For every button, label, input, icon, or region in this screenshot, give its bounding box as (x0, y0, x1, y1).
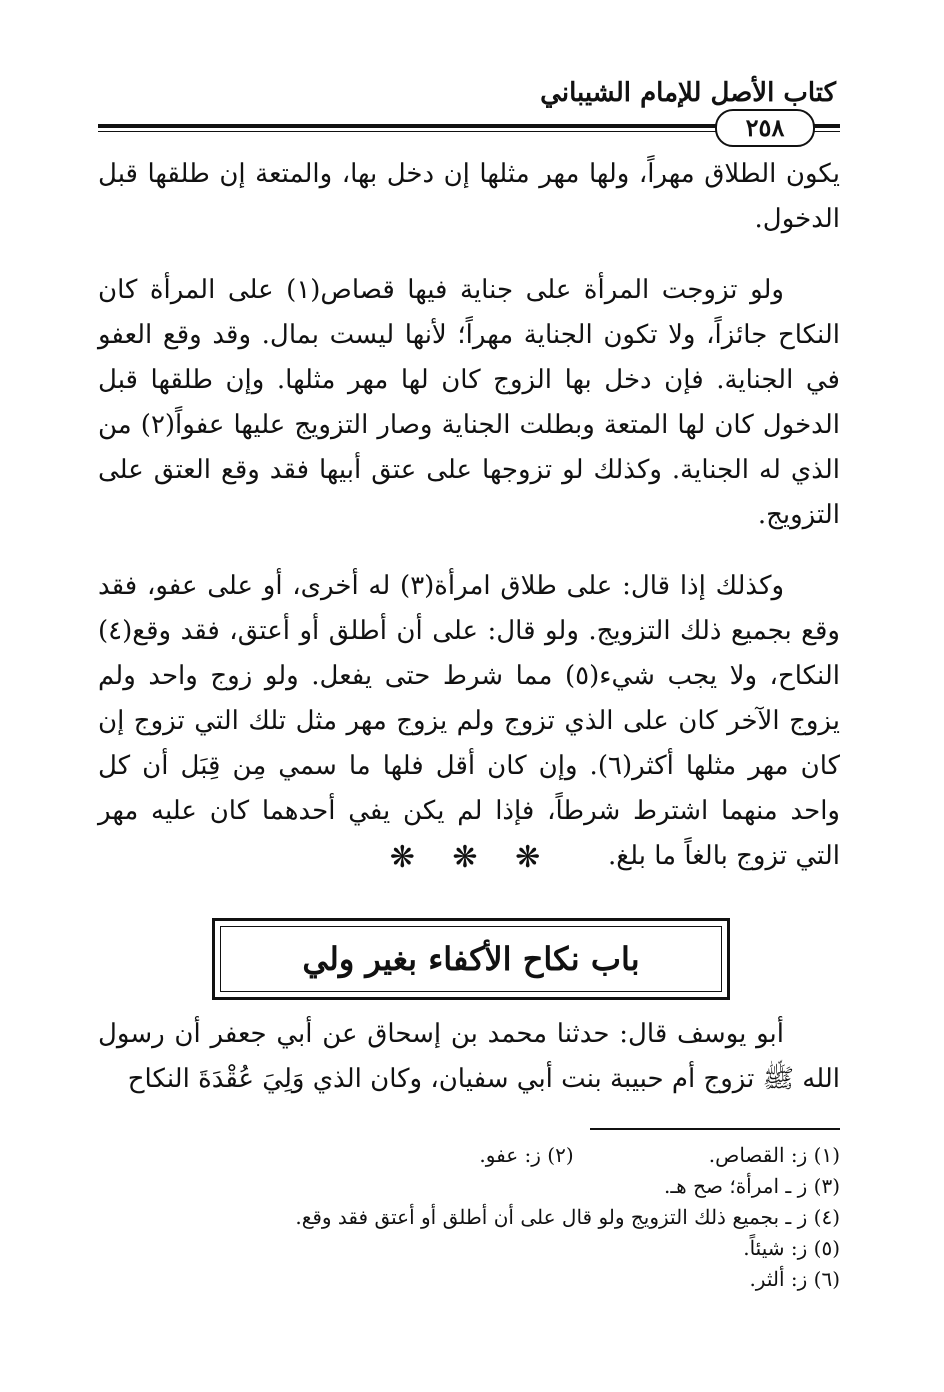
chapter-title: باب نكاح الأكفاء بغير ولي (302, 940, 640, 978)
paragraph-1: يكون الطلاق مهراً، ولها مهر مثلها إن دخل بها، والمتعة إن طلقها قبل الدخول. (98, 159, 840, 234)
footnote-4: (٤) ز ـ بجميع ذلك التزويج ولو قال على أن أطلق أو أعتق فقد وقع. (295, 1205, 840, 1229)
paragraph-2: ولو تزوجت المرأة على جناية فيها قصاص(١) على المرأة كان النكاح جائزاً، ولا تكون الجناية مهراً؛ لأنها ليست بمال. وقد وقع العفو في الجناية. فإن دخل بها الزوج كان لها مهر مثلها. وإن طلقها قبل الدخول كان لها المتعة وبطلت الجناية وصار التزويج عليها عفواً(٢) من الذي له الجناية. وكذلك لو تزوجها على عتق أبيها فقد وقع العتق على التزويج. (98, 275, 840, 530)
section-separator: ❋ ❋ ❋ (389, 840, 555, 875)
running-title: كتاب الأصل للإمام الشيباني (540, 78, 836, 108)
body-text (98, 152, 840, 905)
footnotes (240, 1140, 840, 1295)
footnote-1: (١) ز: القصاص. (708, 1143, 840, 1167)
footnote-5: (٥) ز: شيئاً. (743, 1236, 840, 1260)
footnote-rule (590, 1128, 840, 1130)
footnote-6: (٦) ز: ألثر. (749, 1267, 840, 1291)
chapter-heading-box (212, 918, 730, 1000)
chapter-paragraph-1: أبو يوسف قال: حدثنا محمد بن إسحاق عن أبي جعفر أن رسول الله ﷺ تزوج أم حبيبة بنت أبي سفيان، وكان الذي وَلِيَ عُقْدَةَ النكاح (98, 1019, 840, 1094)
chapter-body (98, 1012, 840, 1102)
footnote-row (240, 1140, 840, 1171)
footnote-3: (٣) ز ـ امرأة؛ صح هـ. (663, 1174, 840, 1198)
page-number: ٢٥٨ (715, 109, 815, 147)
footnote-2: (٢) ز: عفو. (479, 1143, 574, 1167)
paragraph-3: وكذلك إذا قال: على طلاق امرأة(٣) له أخرى، أو على عفو، فقد وقع بجميع ذلك التزويج. ولو قال: على أن أطلق أو أعتق، فقد وقع(٤) النكاح، ولا يجب شيء(٥) مما شرط حتى يفعل. ولو زوج واحد ولم يزوج الآخر كان على الذي تزوج ولم يزوج مهر مثل تلك التي تزوج إن كان مهر مثلها أكثر(٦). وإن كان أقل فلها ما سمي مِن قِبَل أن كل واحد منهما اشترط شرطاً، فإذا لم يكن يفي أحدهما كان عليه مهر التي تزوج بالغاً ما بلغ. (98, 571, 840, 871)
